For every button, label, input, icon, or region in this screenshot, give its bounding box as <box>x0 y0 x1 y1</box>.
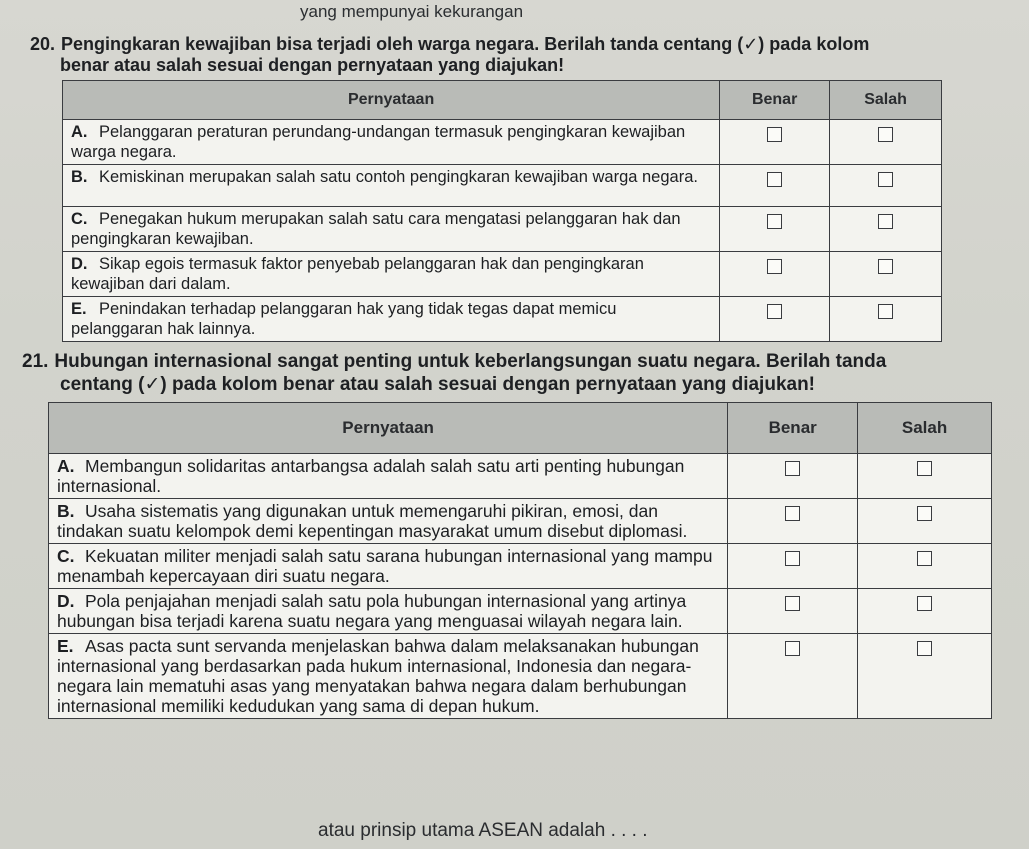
false-cell[interactable] <box>858 544 992 589</box>
statement-cell <box>49 544 728 589</box>
question-21-instructions <box>22 350 1022 396</box>
false-cell[interactable] <box>830 252 942 297</box>
false-cell[interactable] <box>830 207 942 252</box>
question-21-table <box>48 402 992 719</box>
false-checkbox[interactable] <box>917 551 932 566</box>
question-number: 20. <box>30 34 56 54</box>
statement-letter: D. <box>71 255 88 273</box>
table-row <box>63 252 942 297</box>
header-false: Salah <box>830 81 942 120</box>
statement-text: Kekuatan militer menjadi salah satu sarana hubungan internasional yang mampu menambah kepercayaan diri suatu negara. <box>57 546 713 586</box>
true-cell[interactable] <box>728 499 858 544</box>
false-checkbox[interactable] <box>917 641 932 656</box>
statement-letter: A. <box>71 123 88 141</box>
statement-text: Penegakan hukum merupakan salah satu cara mengatasi pelanggaran hak dan pengingkaran kewajiban. <box>71 210 681 248</box>
table-row <box>63 297 942 342</box>
statement-cell <box>63 165 720 207</box>
statement-cell <box>49 589 728 634</box>
table-row <box>49 544 992 589</box>
header-statement: Pernyataan <box>49 403 728 454</box>
statement-text: Pelanggaran peraturan perundang-undangan termasuk pengingkaran kewajiban warga negara. <box>71 123 686 161</box>
true-cell[interactable] <box>720 165 830 207</box>
statement-cell <box>63 120 720 165</box>
false-cell[interactable] <box>830 120 942 165</box>
table-row <box>49 499 992 544</box>
true-cell[interactable] <box>728 589 858 634</box>
statement-cell <box>63 207 720 252</box>
statement-text: Pola penjajahan menjadi salah satu pola hubungan internasional yang artinya hubungan bisa terjadi karena suatu negara yang menguasai wilayah negara lain. <box>57 591 687 631</box>
header-true: Benar <box>720 81 830 120</box>
true-checkbox[interactable] <box>785 641 800 656</box>
question-line-1: Hubungan internasional sangat penting untuk keberlangsungan suatu negara. Berilah tanda <box>54 351 887 372</box>
statement-letter: C. <box>57 546 75 566</box>
statement-cell <box>63 297 720 342</box>
true-cell[interactable] <box>720 297 830 342</box>
true-checkbox[interactable] <box>785 506 800 521</box>
statement-letter: B. <box>57 501 75 521</box>
header-false: Salah <box>858 403 992 454</box>
bottom-fragment: atau prinsip utama ASEAN adalah . . . . <box>318 820 648 841</box>
true-checkbox[interactable] <box>785 551 800 566</box>
false-checkbox[interactable] <box>917 461 932 476</box>
statement-text: Penindakan terhadap pelanggaran hak yang tidak tegas dapat memicu pelanggaran hak lainnya. <box>71 300 617 338</box>
table-header-row <box>63 81 942 120</box>
statement-cell <box>49 499 728 544</box>
true-checkbox[interactable] <box>785 461 800 476</box>
false-cell[interactable] <box>858 589 992 634</box>
top-fragment: yang mempunyai kekurangan <box>300 2 524 21</box>
header-statement: Pernyataan <box>63 81 720 120</box>
false-checkbox[interactable] <box>878 259 893 274</box>
table-row <box>49 454 992 499</box>
false-checkbox[interactable] <box>878 127 893 142</box>
table-header-row <box>49 403 992 454</box>
statement-cell <box>49 634 728 719</box>
true-checkbox[interactable] <box>767 259 782 274</box>
table-row <box>63 207 942 252</box>
true-checkbox[interactable] <box>767 214 782 229</box>
table-row <box>49 634 992 719</box>
true-cell[interactable] <box>720 207 830 252</box>
question-line-2: centang (✓) pada kolom benar atau salah sesuai dengan pernyataan yang diajukan! <box>60 374 816 395</box>
statement-letter: D. <box>57 591 75 611</box>
question-20-table <box>62 80 942 342</box>
false-checkbox[interactable] <box>878 172 893 187</box>
question-line-2: benar atau salah sesuai dengan pernyataan yang diajukan! <box>60 55 565 75</box>
true-cell[interactable] <box>720 120 830 165</box>
question-line-1: Pengingkaran kewajiban bisa terjadi oleh warga negara. Berilah tanda centang (✓) pada kolom <box>61 34 870 54</box>
statement-text: Sikap egois termasuk faktor penyebab pelanggaran hak dan pengingkaran kewajiban dari dalam. <box>71 255 644 293</box>
statement-text: Usaha sistematis yang digunakan untuk memengaruhi pikiran, emosi, dan tindakan suatu kelompok demi kepentingan masyarakat umum disebut diplomasi. <box>57 501 688 541</box>
true-checkbox[interactable] <box>785 596 800 611</box>
false-checkbox[interactable] <box>878 214 893 229</box>
false-cell[interactable] <box>858 499 992 544</box>
statement-letter: A. <box>57 456 75 476</box>
statement-letter: E. <box>71 300 87 318</box>
statement-text: Kemiskinan merupakan salah satu contoh pengingkaran kewajiban warga negara. <box>99 168 698 186</box>
false-cell[interactable] <box>858 634 992 719</box>
false-cell[interactable] <box>830 165 942 207</box>
statement-cell <box>63 252 720 297</box>
true-cell[interactable] <box>720 252 830 297</box>
true-cell[interactable] <box>728 454 858 499</box>
true-cell[interactable] <box>728 544 858 589</box>
true-checkbox[interactable] <box>767 127 782 142</box>
statement-letter: C. <box>71 210 88 228</box>
statement-letter: E. <box>57 636 74 656</box>
statement-letter: B. <box>71 168 88 186</box>
true-cell[interactable] <box>728 634 858 719</box>
header-true: Benar <box>728 403 858 454</box>
false-checkbox[interactable] <box>878 304 893 319</box>
statement-text: Asas pacta sunt servanda menjelaskan bahwa dalam melaksanakan hubungan internasional yang berdasarkan pada hukum internasional, Indonesia dan negara-negara lain mematuhi asas yang menyatakan bahwa negara dalam berhubungan internasional memiliki kedudukan yang sama di depan hukum. <box>57 636 699 716</box>
false-checkbox[interactable] <box>917 506 932 521</box>
table-row <box>63 165 942 207</box>
false-cell[interactable] <box>830 297 942 342</box>
statement-text: Membangun solidaritas antarbangsa adalah salah satu arti penting hubungan internasional. <box>57 456 685 496</box>
question-20-instructions <box>30 34 1010 76</box>
false-checkbox[interactable] <box>917 596 932 611</box>
statement-cell <box>49 454 728 499</box>
true-checkbox[interactable] <box>767 304 782 319</box>
table-row <box>63 120 942 165</box>
question-number: 21. <box>22 351 49 372</box>
false-cell[interactable] <box>858 454 992 499</box>
true-checkbox[interactable] <box>767 172 782 187</box>
table-row <box>49 589 992 634</box>
